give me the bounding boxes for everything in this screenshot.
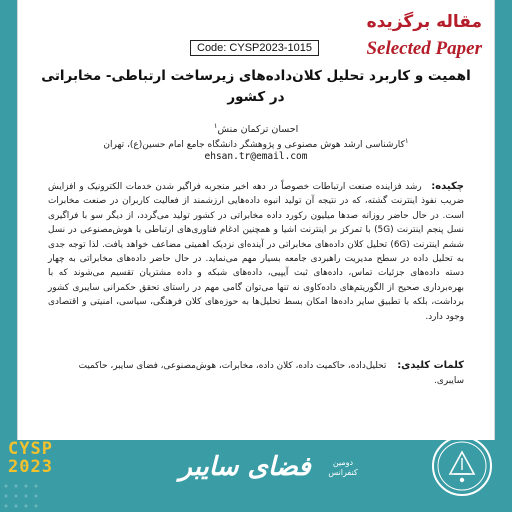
cysp-2023-logo bbox=[8, 440, 64, 476]
selected-paper-badge-fa: مقاله برگزیده bbox=[366, 12, 482, 32]
paper-title-line2: در کشور bbox=[227, 89, 285, 105]
cysp-logo-line1: CYSP bbox=[8, 439, 53, 459]
author-email: ehsan.tr@email.com bbox=[204, 151, 308, 162]
paper-page bbox=[17, 0, 495, 440]
author-name: احسان ترکمان منش bbox=[217, 124, 299, 136]
conference-subtitle-line2: کنفرانس bbox=[328, 468, 358, 477]
conference-subtitle-line1: دومین bbox=[332, 458, 354, 467]
keywords bbox=[48, 358, 464, 389]
paper-code: Code: CYSP2023-1015 bbox=[190, 40, 319, 56]
conference-subtitle bbox=[318, 458, 368, 478]
university-emblem-icon bbox=[430, 434, 494, 498]
affiliation-sup: ۱ bbox=[404, 137, 409, 145]
author-sup: ۱ bbox=[213, 122, 218, 130]
decorative-dots bbox=[0, 480, 120, 512]
cysp-logo-line2: 2023 bbox=[8, 457, 53, 477]
paper-title-line1: اهمیت و کاربرد تحلیل کلان‌داده‌های زیرساخت ارتباطی- مخابراتی bbox=[41, 68, 471, 84]
author bbox=[38, 122, 474, 135]
abstract-label: چکیده: bbox=[431, 181, 465, 192]
abstract-text: رشد فزاینده صنعت ارتباطات خصوصاً در دهه اخیر منجربه فراگیر شدن خدمات الکترونیک و افزایش ضریب نفوذ اینترنت گشته، که در نتیجه آن تولید انبوه داده‌هایی ارزشمند از فعالیت کاربران در صنعت مخابرات است. در حال حاضر روزانه صدها میلیون رکورد داده مخابراتی در کشور تولید می‌گردد، از دیگر سو با فراگیری نسل پنجم اینترنت (5G) با تمرکز بر اینترنت اشیا و همچنین ادغام فناوری‌های ارتباطی با هوش‌مصنوعی در نسل ششم اینترنت (6G) تحلیل کلان داده‌های مخابراتی در آینده‌ای نزدیک اهمیتی مضاعف خواهد یافت. لذا توجه جدی به تحلیل داده در سطح مدیریت راهبردی جامعه بسیار مهم می‌نماید. در حال حاضر داده‌های مخابراتی به چهار دسته داده‌های جزئیات تماس، داده‌های ثبت آیپیی، داده‌های شبکه و داده مشتریان تقسیم می‌شوند که با بهره‌برداری صحیح از الگوریتم‌های داده‌کاوی نه تنها می‌توان گامی مهم در راستای تحقق حکمرانی سایبری کشور برداشت، بلکه با تطبیق سایر داده‌ها امکان بسط تحلیل‌ها به حوزه‌های کلان فرهنگی، سیاسی، امنیتی و اقتصادی وجود دارد. bbox=[48, 182, 464, 322]
paper-title bbox=[38, 66, 474, 108]
conference-name: فضای سایبر bbox=[179, 452, 311, 482]
keywords-label: کلمات کلیدی: bbox=[397, 360, 464, 371]
affiliation-text: کارشناسی ارشد هوش مصنوعی و پژوهشگر دانشگاه جامع امام حسین(ع)، تهران bbox=[103, 140, 405, 150]
abstract bbox=[48, 180, 464, 324]
affiliation bbox=[38, 137, 474, 150]
selected-paper-badge-en: Selected Paper bbox=[366, 38, 482, 59]
keywords-text: تحلیل‌داده، حاکمیت داده، کلان داده، مخابرات، هوش‌مصنوعی، فضای سایبر، حاکمیت سایبری. bbox=[78, 361, 464, 386]
